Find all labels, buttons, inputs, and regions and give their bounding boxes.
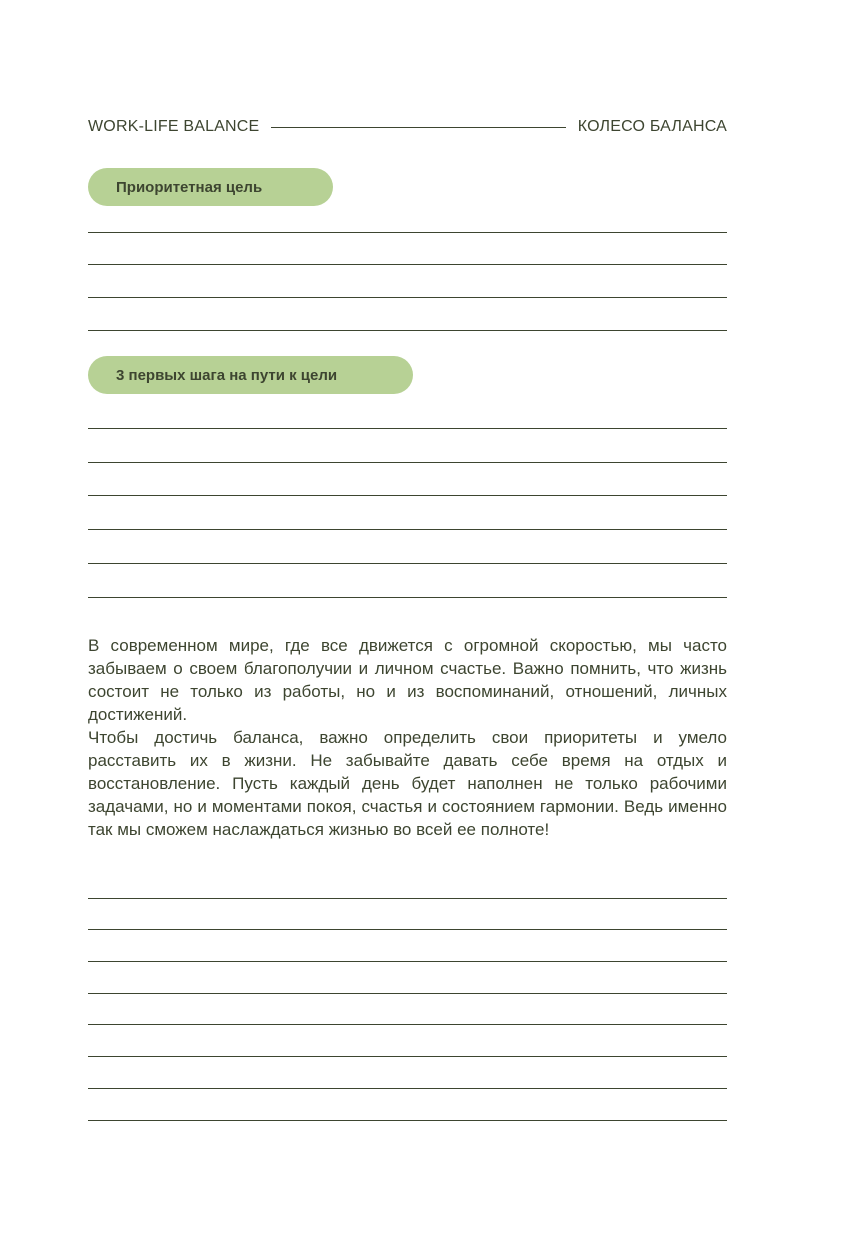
writing-line[interactable] (88, 297, 727, 298)
writing-line[interactable] (88, 898, 727, 899)
body-text (88, 634, 727, 841)
writing-line[interactable] (88, 264, 727, 265)
writing-line[interactable] (88, 993, 727, 994)
writing-line[interactable] (88, 929, 727, 930)
writing-line[interactable] (88, 529, 727, 530)
writing-line[interactable] (88, 563, 727, 564)
header-divider (271, 127, 565, 128)
writing-line[interactable] (88, 428, 727, 429)
writing-line[interactable] (88, 462, 727, 463)
writing-line[interactable] (88, 1120, 727, 1121)
writing-line[interactable] (88, 495, 727, 496)
writing-line[interactable] (88, 232, 727, 233)
workbook-page (88, 0, 727, 1240)
writing-line[interactable] (88, 1024, 727, 1025)
writing-line[interactable] (88, 330, 727, 331)
writing-line[interactable] (88, 1088, 727, 1089)
page-header (88, 116, 727, 138)
header-right-title: КОЛЕСО БАЛАНСА (577, 118, 727, 135)
paragraph-2: Чтобы достичь баланса, важно определить свои приоритеты и умело расставить их в жизни. Не забывайте давать себе время на отдых и восстановление. Пусть каждый день будет наполнен не только рабочими задачами, но и моментами покоя, счастья и состоянием гармонии. Ведь именно так мы сможем наслаждаться жизнью во всей ее полноте! (88, 728, 727, 839)
writing-line[interactable] (88, 597, 727, 598)
priority-goal-label: Приоритетная цель (88, 168, 333, 206)
writing-line[interactable] (88, 1056, 727, 1057)
first-steps-label: 3 первых шага на пути к цели (88, 356, 413, 394)
header-left-title: WORK-LIFE BALANCE (88, 118, 260, 135)
paragraph-1: В современном мире, где все движется с огромной скоростью, мы часто забываем о своем благополучии и личном счастье. Важно помнить, что жизнь состоит не только из работы, но и из воспоминаний, отношений, личных достижений. (88, 636, 727, 724)
writing-line[interactable] (88, 961, 727, 962)
